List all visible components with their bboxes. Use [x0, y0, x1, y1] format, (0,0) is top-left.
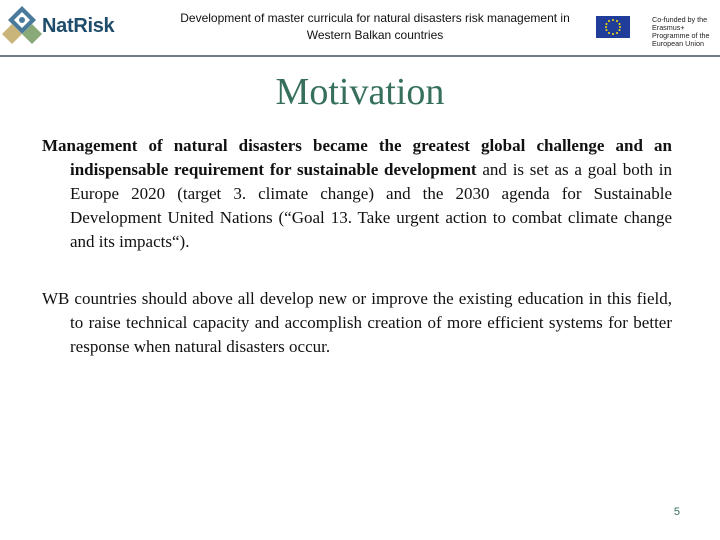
- logo-text: NatRisk: [42, 15, 115, 37]
- header-title-line2: Western Balkan countries: [306, 28, 444, 42]
- eu-flag-icon: [596, 16, 630, 38]
- paragraph-wb-countries: WB countries should above all develop new or improve the existing education in this field, to raise technical capacity and accomplish creation of more efficient systems for better response when natural disasters occur.: [42, 289, 672, 356]
- natrisk-logo: [2, 2, 120, 50]
- eu-logo: [596, 15, 714, 48]
- header-title: [160, 10, 590, 44]
- page-number: 5: [673, 506, 680, 518]
- eu-funding-text: Co-funded by the Erasmus+ Programme of the European Union: [652, 15, 710, 48]
- header-divider: [0, 55, 720, 57]
- header-title-line1: Development of master curricula for natural disasters risk management in: [180, 11, 570, 25]
- slide-header: [0, 0, 720, 60]
- paragraph-motivation: [42, 134, 672, 254]
- paragraph-motivation-rest: and is set as a goal both in Europe 2020 (target 3. climate change) and the 2030 agenda for Sustainable Development United Nations (“Goal 13. Take urgent action to combat climate change and its impacts“).: [70, 160, 672, 251]
- natrisk-diamond-icon: [2, 2, 42, 50]
- slide-title: Motivation: [275, 71, 445, 113]
- paragraph-motivation-bold: Management of natural disasters became the greatest global challenge and an indispensable requirement for sustainable development: [42, 136, 672, 179]
